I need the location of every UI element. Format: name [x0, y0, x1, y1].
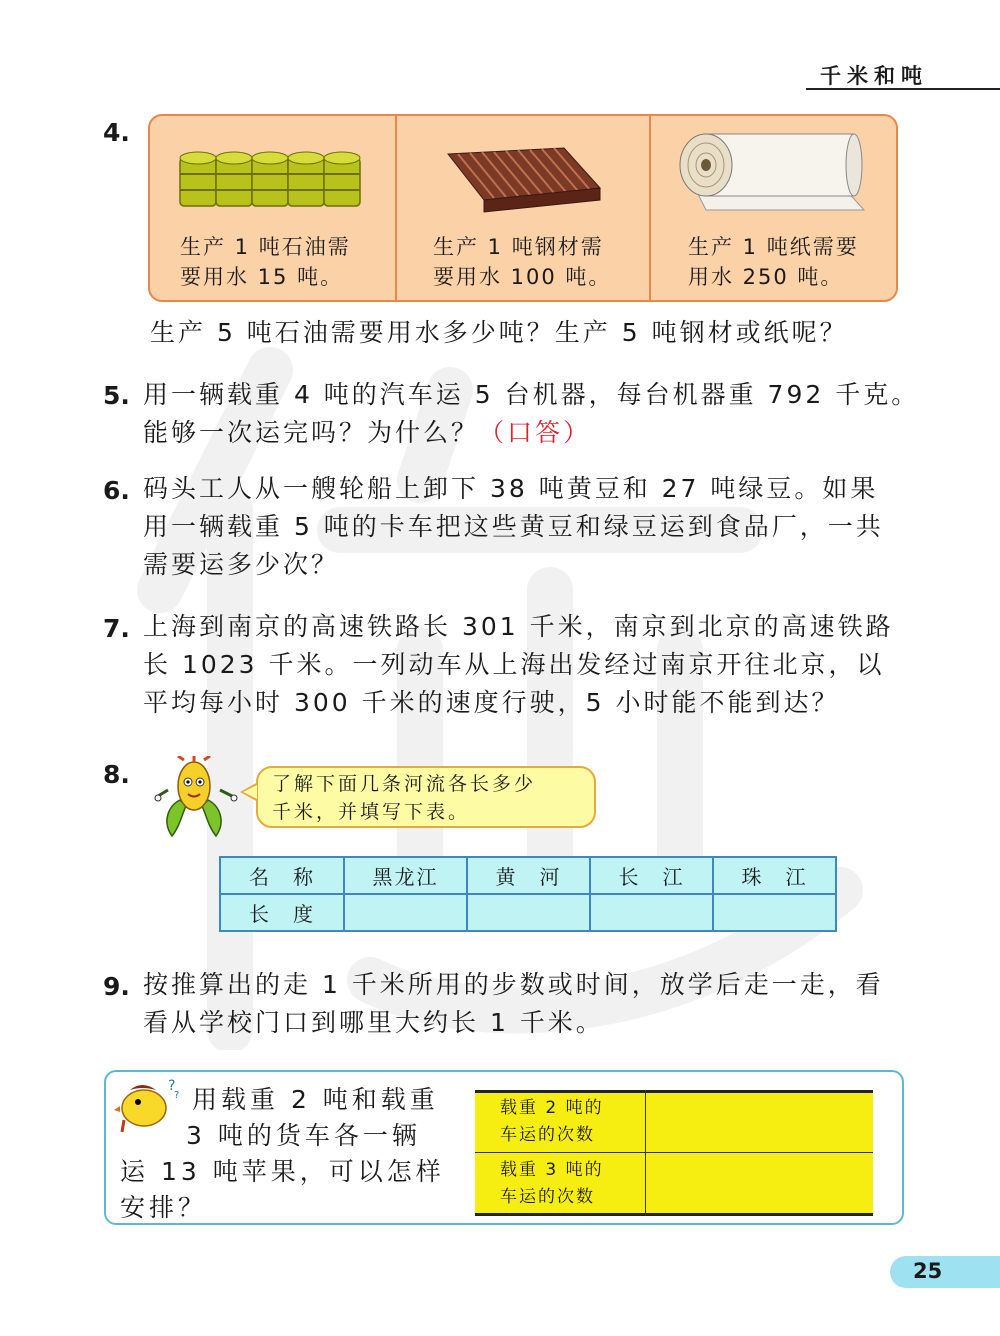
panel-oil-line2: 要用水 15 吨。 — [180, 265, 344, 289]
problem6-line1: 码头工人从一艘轮船上卸下 38 吨黄豆和 27 吨绿豆。如果 — [143, 474, 879, 503]
panel-steel-line2: 要用水 100 吨。 — [433, 265, 612, 289]
problem-number-8: 8. — [103, 760, 130, 789]
row1-label-line1: 载重 2 吨的 — [500, 1098, 604, 1118]
answer-cell-2ton[interactable] — [648, 1093, 870, 1150]
river-length-table — [219, 856, 837, 932]
table-row — [220, 894, 836, 931]
problem-number-5: 5. — [103, 381, 130, 410]
table-row-divider — [475, 1152, 873, 1153]
thinking-line2: 3 吨的货车各一辆 — [186, 1121, 421, 1150]
svg-text:?: ? — [168, 1078, 176, 1094]
oil-barrels-image — [176, 148, 366, 210]
river-changjiang: 长 江 — [590, 857, 713, 894]
row2-label-line2: 车运的次数 — [500, 1187, 595, 1207]
problem-number-9: 9. — [103, 972, 130, 1001]
thinking-line3: 运 13 吨苹果，可以怎样 — [120, 1157, 445, 1186]
panel-divider — [395, 114, 397, 302]
steel-bars-image — [440, 142, 605, 214]
table-header-length: 长 度 — [220, 894, 344, 931]
answer-cell-3ton[interactable] — [648, 1155, 870, 1213]
bubble-line1: 了解下面几条河流各长多少 — [272, 773, 537, 795]
problem-number-6: 6. — [103, 476, 130, 505]
row2-label-line1: 载重 3 吨的 — [500, 1160, 604, 1180]
problem6-line2: 用一辆载重 5 吨的卡车把这些黄豆和绿豆运到食品厂，一共 — [143, 512, 884, 541]
speech-bubble-tail-fill — [243, 785, 257, 799]
problem7-line1: 上海到南京的高速铁路长 301 千米，南京到北京的高速铁路 — [143, 612, 894, 641]
problem5-line2-text: 能够一次运完吗？为什么？ — [143, 418, 480, 447]
paper-roll-image — [676, 128, 866, 214]
thinking-line1: 用载重 2 吨和载重 — [192, 1085, 439, 1114]
problem5-line1: 用一辆载重 4 吨的汽车运 5 台机器，每台机器重 792 千克。 — [143, 380, 920, 409]
chapter-title: 千米和吨 — [820, 64, 928, 88]
panel-oil-line1: 生产 1 吨石油需 — [180, 235, 351, 259]
page-number-tab — [890, 1256, 1000, 1288]
panel-paper-line2: 用水 250 吨。 — [688, 265, 844, 289]
problem4-question: 生产 5 吨石油需要用水多少吨？生产 5 吨钢材或纸呢？ — [150, 318, 848, 347]
header-rule — [806, 88, 1000, 90]
problem-number-7: 7. — [103, 614, 130, 643]
bubble-line2: 千米，并填写下表。 — [272, 801, 471, 823]
table-header-name: 名 称 — [220, 857, 344, 894]
oral-answer-note: （口答） — [479, 418, 592, 447]
thinking-chick-icon — [112, 1076, 184, 1132]
length-cell-zhujiang[interactable] — [713, 894, 836, 931]
problem9-line2: 看从学校门口到哪里大约长 1 千米。 — [143, 1008, 604, 1037]
table-row — [220, 857, 836, 894]
problem7-line2: 长 1023 千米。一列动车从上海出发经过南京开往北京，以 — [143, 650, 885, 679]
problem9-line1: 按推算出的走 1 千米所用的步数或时间，放学后走一走，看 — [143, 970, 884, 999]
row1-label-line2: 车运的次数 — [500, 1125, 595, 1145]
panel-divider — [649, 114, 651, 302]
problem6-line3: 需要运多少次？ — [143, 550, 340, 579]
panel-steel-line1: 生产 1 吨钢材需 — [433, 235, 604, 259]
river-heilongjiang: 黑龙江 — [344, 857, 467, 894]
length-cell-changjiang[interactable] — [590, 894, 713, 931]
corn-mascot-image — [150, 756, 240, 840]
length-cell-huanghe[interactable] — [467, 894, 590, 931]
problem-number-4: 4. — [103, 118, 130, 147]
table-col-divider — [645, 1090, 646, 1216]
svg-text:?: ? — [174, 1090, 180, 1101]
problem7-line3: 平均每小时 300 千米的速度行驶，5 小时能不能到达？ — [143, 688, 840, 717]
thinking-line4: 安排？ — [120, 1193, 208, 1222]
page-number: 25 — [913, 1259, 943, 1283]
panel-paper-line1: 生产 1 吨纸需要 — [688, 235, 859, 259]
river-huanghe: 黄 河 — [467, 857, 590, 894]
river-zhujiang: 珠 江 — [713, 857, 836, 894]
length-cell-heilongjiang[interactable] — [344, 894, 467, 931]
problem5-line2 — [143, 414, 591, 452]
